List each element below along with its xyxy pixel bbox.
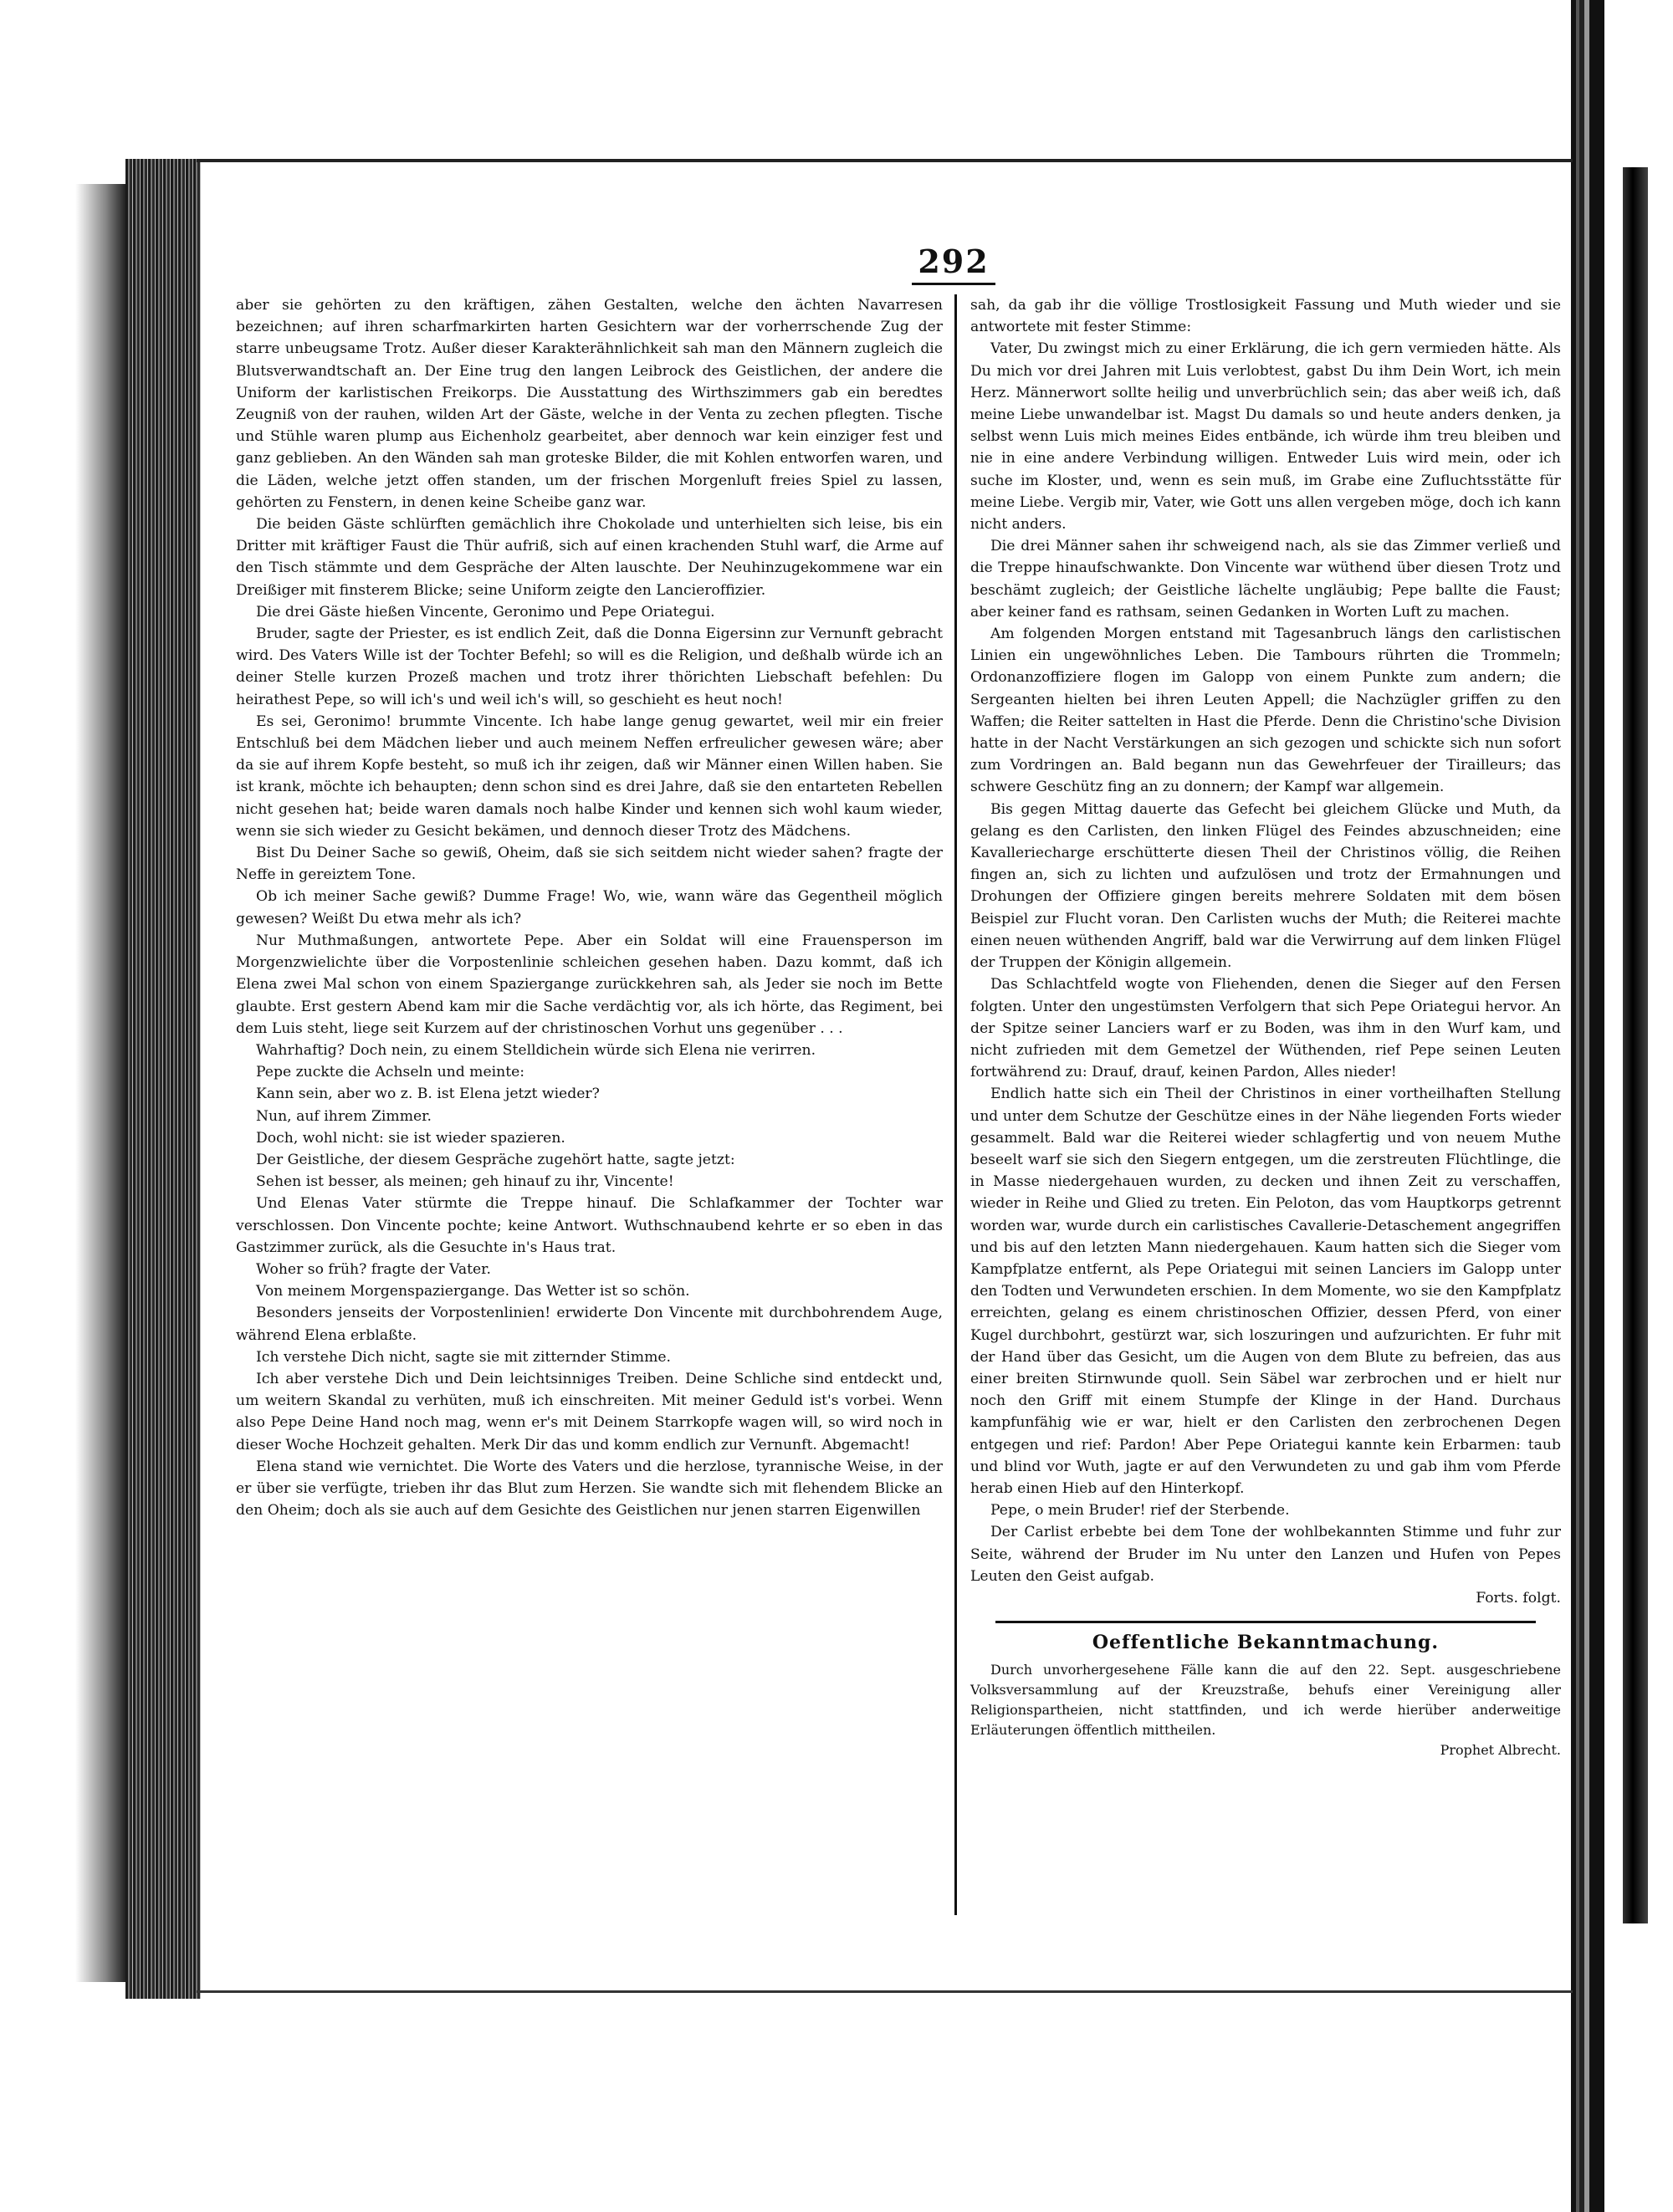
paragraph: Wahrhaftig? Doch nein, zu einem Stelldichein würde sich Elena nie verirren. [256,1041,816,1059]
paragraph: Bist Du Deiner Sache so gewiß, Oheim, daß sie sich seitdem nicht wieder sahen? fragte der Neffe in gereiztem Tone. [236,845,943,884]
page-top-edge [197,159,1573,162]
page-number: 292 [918,243,990,280]
paragraph: Endlich hatte sich ein Theil der Christinos in einer vortheilhaften Stellung und unter dem Schutze der Geschütze eines in der Nähe liegenden Forts wieder gesammelt. Bald war die Reiterei wieder schlagfertig und von neuem Muthe beseelt warf sie sich den Siegern entgegen, um die zerstreuten Flüchtlinge, die in Masse niedergehauen wurden, zu decken und ihnen Zeit zu verschaffen, wieder in Reihe und Glied zu treten. Ein Peloton, das vom Hauptkorps getrennt worden war, wurde durch ein carlistisches Cavallerie-Detaschement angegriffen und bis auf den letzten Mann niedergehauen. Kaum hatten sich die Sieger vom Kampfplatze entfernt, als Pepe Oriategui mit seinen Lanciers im Galopp unter den Todten und Verwundeten erschien. In dem Momente, wo sie den Kampfplatz erreichten, gelang es einem christinoschen Offizier, dessen Pferd, von einer Kugel durchbohrt, gestürzt war, sich loszuringen und aufzurichten. Er fuhr mit der Hand über das Gesicht, um die Augen von dem Blute zu befreien, das aus einer breiten Stirnwunde quoll. Sein Säbel war zerbrochen und er hielt nur noch den Griff mit einem Stumpfe der Klinge in der Hand. Durchaus kampfunfähig wie er war, hielt er den Carlisten den zerbrochenen Degen entgegen und rief: Pardon! Aber Pepe Oriategui kannte kein Erbarmen: taub und blind vor Wuth, jagte er auf den Verwundeten zu und gab ihm vom Pferde herab einen Hieb auf den Hinterkopf. [970,1086,1561,1497]
paragraph: Und Elenas Vater stürmte die Treppe hinauf. Die Schlafkammer der Tochter war verschlossen. Don Vincente pochte; keine Antwort. Wuthschnaubend kehrte er so eben in das Gastzimmer zurück, als die Gesuchte in's Haus trat. [236,1195,943,1256]
notice-signature: Prophet Albrecht. [1440,1742,1561,1759]
page-bottom-edge [197,1990,1573,1993]
paragraph: Pepe, o mein Bruder! rief der Sterbende. [990,1502,1290,1520]
notice-text: Durch unvorhergesehene Fälle kann die auf den 22. Sept. ausgeschriebene Volksversammlung auf der Kreuzstraße, behufs einer Vereinigung aller Religionspartheien, nicht stattfinden, und ich werde hierüber anderweitige Erläuterungen öffentlich mittheilen. [970,1662,1561,1739]
paragraph: Ob ich meiner Sache gewiß? Dumme Frage! Wo, wie, wann wäre das Gegentheil möglich gewesen? Weißt Du etwa mehr als ich? [236,888,943,927]
column-divider [954,294,957,1915]
right-paragraphs [970,294,1561,1587]
paragraph: Von meinem Morgenspaziergange. Das Wetter ist so schön. [256,1283,690,1300]
paragraph: Elena stand wie vernichtet. Die Worte des Vaters und die herzlose, tyrannische Weise, in der er über sie verfügte, trieben ihr das Blut zum Herzen. Sie wandte sich mit flehendem Blicke an den Oheim; doch als sie auch auf dem Gesichte des Geistlichen nur jenen starren Eigenwillen [236,1458,943,1520]
paragraph: Die drei Männer sahen ihr schweigend nach, als sie das Zimmer verließ und die Treppe hinaufschwankte. Don Vincente war wüthend über diesen Trotz und beschämt zugleich; der Geistliche lächelte ungläubig; Pepe ballte die Faust; aber keiner fand es rathsam, seinen Gedanken in Worten Luft zu machen. [970,538,1561,621]
right-text-column [970,294,1561,1760]
page-number-rule [912,283,995,285]
notice-separator [995,1621,1536,1623]
paragraph: Es sei, Geronimo! brummte Vincente. Ich habe lange genug gewartet, weil mir ein freier Entschluß bei dem Mädchen lieber und auch meinem Neffen erfreulicher gewesen wäre; aber da sie auf ihrem Kopfe besteht, so muß ich ihr zeigen, daß wir Männer einen Willen haben. Sie ist krank, möchte ich behaupten; denn schon sind es drei Jahre, daß sie den entarteten Rebellen nicht gesehen hat; beide waren damals noch halbe Kinder und kennen sich wohl kaum wieder, wenn sie sich wieder zu Gesicht bekämen, und dennoch dieser Trotz des Mädchens. [236,713,943,840]
paragraph: Besonders jenseits der Vorpostenlinien! erwiderte Don Vincente mit durchbohrendem Auge, während Elena erblaßte. [236,1305,943,1344]
left-text-column [236,294,943,1521]
paragraph: Ich aber verstehe Dich und Dein leichtsinniges Treiben. Deine Schliche sind entdeckt und, um weitern Skandal zu verhüten, muß ich einschreiten. Mit meiner Geduld ist's vorbei. Wenn also Pepe Deine Hand noch mag, wenn er's mit Deinem Starrkopfe wagen will, so wird noch in dieser Woche Hochzeit gehalten. Merk Dir das und komm endlich zur Vernunft. Abgemacht! [236,1370,943,1453]
paragraph: Kann sein, aber wo z. B. ist Elena jetzt wieder? [256,1086,600,1103]
paragraph: Bruder, sagte der Priester, es ist endlich Zeit, daß die Donna Eigersinn zur Vernunft gebracht wird. Des Vaters Wille ist der Tochter Befehl; so will es die Religion, und deßhalb würde ich an deiner Stelle kurzen Prozeß machen und trotz ihrer thörichten Liebschaft befehlen: Du heirathest Pepe, so will ich's und weil ich's will, so geschieht es heut noch! [236,626,943,708]
paragraph: sah, da gab ihr die völlige Trostlosigkeit Fassung und Muth wieder und sie antwortete mit fester Stimme: [970,297,1561,336]
paragraph: Nun, auf ihrem Zimmer. [256,1107,432,1125]
paragraph: Am folgenden Morgen entstand mit Tagesanbruch längs den carlistischen Linien ein ungewöhnliches Leben. Die Tambours rührten die Trommeln; Ordonanzoffiziere flogen im Galopp von einem Punkte zum andern; die Sergeanten hielten bei ihren Leuten Appell; die Nachzügler griffen zu den Waffen; die Reiter sattelten in Hast die Pferde. Denn die Christino'sche Division hatte in der Nacht Verstärkungen an sich gezogen und schickte sich nun sofort zum Vordringen an. Bald begann nun das Gewehrfeuer der Tirailleurs; das schwere Geschütz fing an zu donnern; der Kampf war allgemein. [970,626,1561,796]
paragraph: Bis gegen Mittag dauerte das Gefecht bei gleichem Glücke und Muth, da gelang es den Carlisten, den linken Flügel des Feindes abzuschneiden; eine Kavalleriecharge erschütterte diesen Theil der Christinos völlig, die Reihen fingen an, sich zu lichten und aufzulösen und trotz der Ermahnungen und Drohungen der Offiziere gingen bereits mehrere Soldaten mit dem bösen Beispiel zur Flucht voran. Den Carlisten wuchs der Muth; die Reiterei machte einen neuen wüthenden Angriff, bald war die Verwirrung auf dem linken Flügel der Truppen der Königin allgemein. [970,800,1561,972]
book-page-edges-right [1571,0,1604,2212]
paragraph: Der Carlist erbebte bei dem Tone der wohlbekannten Stimme und fuhr zur Seite, während der Bruder im Nu unter den Lanzen und Hufen von Pepes Leuten den Geist aufgab. [970,1524,1561,1585]
paragraph: Doch, wohl nicht: sie ist wieder spazieren. [256,1129,565,1147]
paragraph: Die beiden Gäste schlürften gemächlich ihre Chokolade und unterhielten sich leise, bis ein Dritter mit kräftiger Faust die Thür aufriß, sich auf einen krachenden Stuhl warf, die Arme auf den Tisch stämmte und dem Gespräche der Alten lauschte. Der Neuhinzugekommene war ein Dreißiger mit finsterem Blicke; seine Uniform zeigte den Lancierofﬁzier. [236,516,943,599]
book-gutter-shadow [75,184,125,1982]
paragraph: aber sie gehörten zu den kräftigen, zähen Gestalten, welche den ächten Navarresen bezeichnen; auf ihren scharfmarkirten harten Gesichtern war der vorherrschende Zug der starre unbeugsame Trotz. Außer dieser Karakterähnlichkeit sah man den Männern zugleich die Blutsverwandtschaft an. Der Eine trug den langen Leibrock des Geistlichen, der andere die Uniform der karlistischen Freikorps. Die Ausstattung des Wirthszimmers gab ein beredtes Zeugniß von der rauhen, wilden Art der Gäste, welche in der Venta zu zechen pflegten. Tische und Stühle waren plump aus Eichenholz gearbeitet, aber dennoch war kein einziger fest und ganz geblieben. An den Wänden sah man groteske Bilder, die mit Kohlen entworfen waren, und die Läden, welche jetzt offen standen, um der frischen Morgenluft freies Spiel zu lassen, gehörten zu Fenstern, in denen keine Scheibe ganz war. [236,297,943,511]
paragraph: Die drei Gäste hießen Vincente, Geronimo und Pepe Oriategui. [256,603,715,621]
paragraph: Ich verstehe Dich nicht, sagte sie mit zitternder Stimme. [256,1348,671,1366]
paragraph: Das Schlachtfeld wogte von Fliehenden, denen die Sieger auf den Fersen folgten. Unter den ungestümsten Verfolgern that sich Pepe Oriategui hervor. An der Spitze seiner Lanciers warf er zu Boden, was ihm in den Wurf kam, und nicht zufrieden mit dem Gemetzel der Wüthenden, rief Pepe seinen Leuten fortwährend zu: Drauf, drauf, keinen Pardon, Alles nieder! [970,976,1561,1081]
notice-heading: Oeffentliche Bekanntmachung. [1092,1632,1440,1654]
paragraph: Der Geistliche, der diesem Gespräche zugehört hatte, sagte jetzt: [256,1151,735,1168]
book-binding-right [1623,167,1648,1923]
continuation-note: Forts. folgt. [1476,1589,1561,1607]
paragraph: Vater, Du zwingst mich zu einer Erklärung, die ich gern vermieden hätte. Als Du mich vor drei Jahren mit Luis verlobtest, gabst Du ihm Dein Wort, ich mein Herz. Männerwort sollte heilig und unverbrüchlich sein; das aber weiß ich, daß meine Liebe unwandelbar ist. Magst Du damals so und heute anders denken, ja selbst wenn Luis mich meines Eides entbände, ich würde ihm treu bleiben und nie in eine andere Verbindung willigen. Entweder Luis wird mein, oder ich suche im Kloster, und, wenn es sein muß, im Grabe eine Zufluchtsstätte für meine Liebe. Vergib mir, Vater, wie Gott uns allen vergeben möge, doch ich kann nicht anders. [970,340,1561,534]
paragraph: Sehen ist besser, als meinen; geh hinauf zu ihr, Vincente! [256,1173,674,1191]
paragraph: Woher so früh? fragte der Vater. [256,1260,491,1278]
paragraph: Pepe zuckte die Achseln und meinte: [256,1064,525,1081]
book-page-edges-left [125,159,201,1999]
paragraph: Nur Muthmaßungen, antwortete Pepe. Aber ein Soldat will eine Frauensperson im Morgenzwielichte über die Vorpostenlinie schleichen gesehen haben. Dazu kommt, daß ich Elena zwei Mal schon von einem Spaziergange zurückkehren sah, als Jeder sie noch im Bette glaubte. Erst gestern Abend kam mir die Sache verdächtig vor, als ich hörte, das Regiment, bei dem Luis steht, liege seit Kurzem auf der christinoschen Vorhut uns gegenüber . . . [236,932,943,1037]
